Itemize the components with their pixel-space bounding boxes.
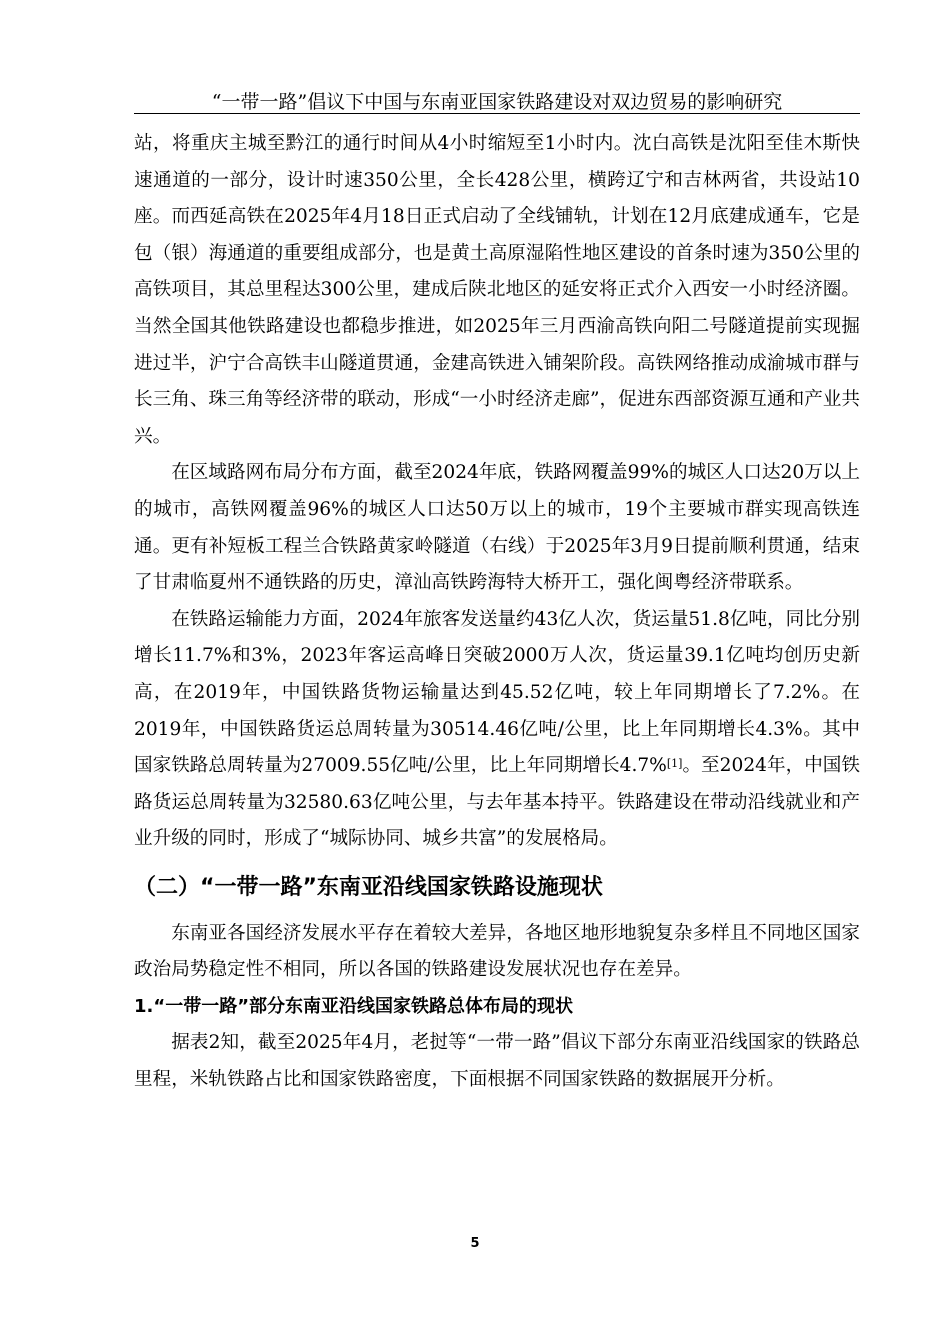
paragraph-high-speed-rail: 站，将重庆主城至黔江的通行时间从4小时缩短至1小时内。沈白高铁是沈阳至佳木斯快速通道的一部分，设计时速350公里，全长428公里，横跨辽宁和吉林两省，共设站10座。而西延高铁在2025年4月18日正式启动了全线铺轨，计划在12月底建成通车，它是包（银）海通道的重要组成部分，也是黄土高原湿陷性地区建设的首条时速为350公里的高铁项目，其总里程达300公里，建成后陕北地区的延安将正式介入西安一小时经济圈。当然全国其他铁路建设也都稳步推进，如2025年三月西渝高铁向阳二号隧道提前实现掘进过半，沪宁合高铁丰山隧道贯通，金建高铁进入铺架阶段。高铁网络推动成渝城市群与长三角、珠三角等经济带的联动，形成“一小时经济走廊”，促进东西部资源互通和产业共兴。 xyxy=(134,133,860,447)
page-number: 5 xyxy=(470,1236,480,1251)
paragraph-table-reference: 据表2知，截至2025年4月，老挝等“一带一路”倡议下部分东南亚沿线国家的铁路总里程，米轨铁路占比和国家铁路密度，下面根据不同国家铁路的数据展开分析。 xyxy=(134,1032,860,1090)
citation-reference[interactable]: [1] xyxy=(666,757,683,771)
paragraph-regional-network: 在区域路网布局分布方面，截至2024年底，铁路网覆盖99%的城区人口达20万以上的城市，高铁网覆盖96%的城区人口达50万以上的城市，19个主要城市群实现高铁连通。更有补短板工程兰合铁路黄家岭隧道（右线）于2025年3月9日提前顺利贯通，结束了甘肃临夏州不通铁路的历史，漳汕高铁跨海特大桥开工，强化闽粤经济带联系。 xyxy=(134,462,860,594)
paragraph-transport-capacity xyxy=(134,602,860,858)
body-text xyxy=(134,126,860,1098)
header-rule xyxy=(134,113,860,114)
paragraph-text-part: 在铁路运输能力方面，2024年旅客发送量约43亿人次，货运量51.8亿吨，同比分别增长11.7%和3%，2023年客运高峰日突破2000万人次，货运量39.1亿吨均创历史新高，在2019年，中国铁路货物运输量达到45.52亿吨，较上年同期增长了7.2%。在2019年，中国铁路货运总周转量为30514.46亿吨/公里，比上年同期增长4.3%。其中国家铁路总周转量为27009.55亿吨/公里，比上年同期增长4.7% xyxy=(134,608,860,777)
running-header: “一带一路”倡议下中国与东南亚国家铁路建设对双边贸易的影响研究 xyxy=(211,91,783,113)
section-heading: （二）“一带一路”东南亚沿线国家铁路设施现状 xyxy=(134,874,603,900)
paragraph-text-part: 。至2024年，中国铁路货运总周转量为32580.63亿吨公里，与去年基本持平。铁路建设在带动沿线就业和产业升级的同时，形成了“城际协同、城乡共富”的发展格局。 xyxy=(134,755,860,850)
subsection-heading: 1.“一带一路”部分东南亚沿线国家铁路总体布局的现状 xyxy=(134,996,574,1018)
paragraph-southeast-asia-overview: 东南亚各国经济发展水平存在着较大差异，各地区地形地貌复杂多样且不同地区国家政治局势稳定性不相同，所以各国的铁路建设发展状况也存在差异。 xyxy=(134,922,860,981)
